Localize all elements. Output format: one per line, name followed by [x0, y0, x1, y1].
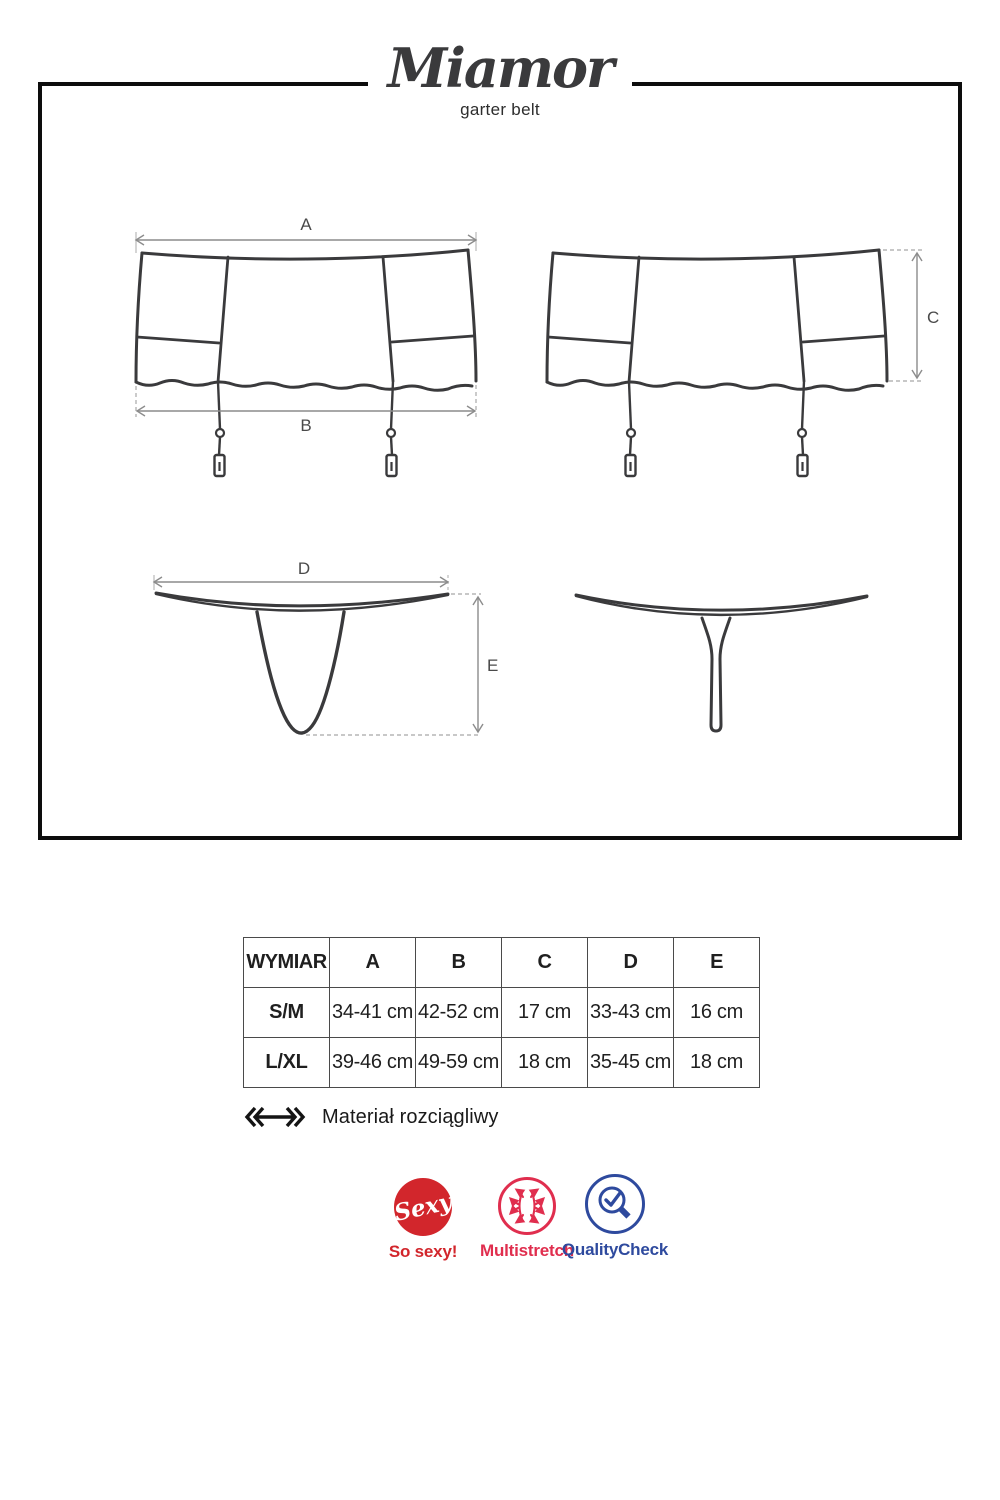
sexy-badge-text: Sexy — [391, 1187, 455, 1227]
material-note — [244, 1104, 499, 1130]
table-header-row — [244, 938, 760, 988]
thong-outline — [576, 595, 867, 731]
qualitycheck-badge-label: QualityCheck — [561, 1240, 669, 1259]
dimension-c-arrow — [883, 250, 923, 381]
col-header-e: E — [674, 938, 760, 988]
dim-label-d: D — [297, 559, 311, 578]
table-cell: 17 cm — [502, 988, 588, 1038]
dim-label-e: E — [487, 656, 499, 675]
sexy-badge-circle — [391, 1178, 455, 1236]
brand-subtitle: garter belt — [460, 100, 540, 119]
table-cell: 33-43 cm — [588, 988, 674, 1038]
size-label: L/XL — [244, 1038, 330, 1088]
col-header-a: A — [330, 938, 416, 988]
table-cell: 42-52 cm — [416, 988, 502, 1038]
belt-back-drawing — [531, 213, 941, 488]
table-cell: 39-46 cm — [330, 1038, 416, 1088]
badge-qualitycheck — [556, 1174, 674, 1260]
table-row — [244, 988, 760, 1038]
qualitycheck-badge-circle — [585, 1174, 645, 1234]
sexy-badge-label: So sexy! — [388, 1242, 458, 1261]
multistretch-arrows-icon — [504, 1183, 550, 1229]
garter-straps — [626, 381, 808, 476]
multistretch-badge-circle — [498, 1177, 556, 1235]
col-header-d: D — [588, 938, 674, 988]
thong-back-drawing — [565, 575, 885, 750]
col-header-wymiar: WYMIAR — [244, 938, 330, 988]
col-header-b: B — [416, 938, 502, 988]
table-cell: 35-45 cm — [588, 1038, 674, 1088]
multistretch-badge-label: Multistretch — [480, 1241, 574, 1260]
dimension-a-arrow — [136, 232, 476, 253]
size-table — [243, 937, 760, 1088]
thong-front-drawing — [140, 558, 505, 758]
table-cell: 16 cm — [674, 988, 760, 1038]
magnifier-check-icon — [592, 1181, 638, 1227]
stretch-arrow-icon — [244, 1104, 306, 1130]
table-cell: 49-59 cm — [416, 1038, 502, 1088]
col-header-c: C — [502, 938, 588, 988]
table-cell: 34-41 cm — [330, 988, 416, 1038]
badge-sexy — [378, 1178, 468, 1262]
belt-front-drawing — [120, 213, 495, 488]
dim-label-b: B — [300, 416, 312, 435]
table-row — [244, 1038, 760, 1088]
belt-outline — [136, 250, 476, 390]
size-label: S/M — [244, 988, 330, 1038]
material-note-label: Materiał rozciągliwy — [322, 1105, 499, 1128]
table-cell: 18 cm — [502, 1038, 588, 1088]
dim-label-c: C — [927, 308, 940, 327]
table-cell: 18 cm — [674, 1038, 760, 1088]
belt-outline — [547, 250, 887, 390]
brand-logo — [368, 38, 632, 138]
thong-outline — [156, 593, 448, 733]
brand-name: Miamor — [387, 36, 613, 100]
dim-label-a: A — [300, 215, 312, 234]
